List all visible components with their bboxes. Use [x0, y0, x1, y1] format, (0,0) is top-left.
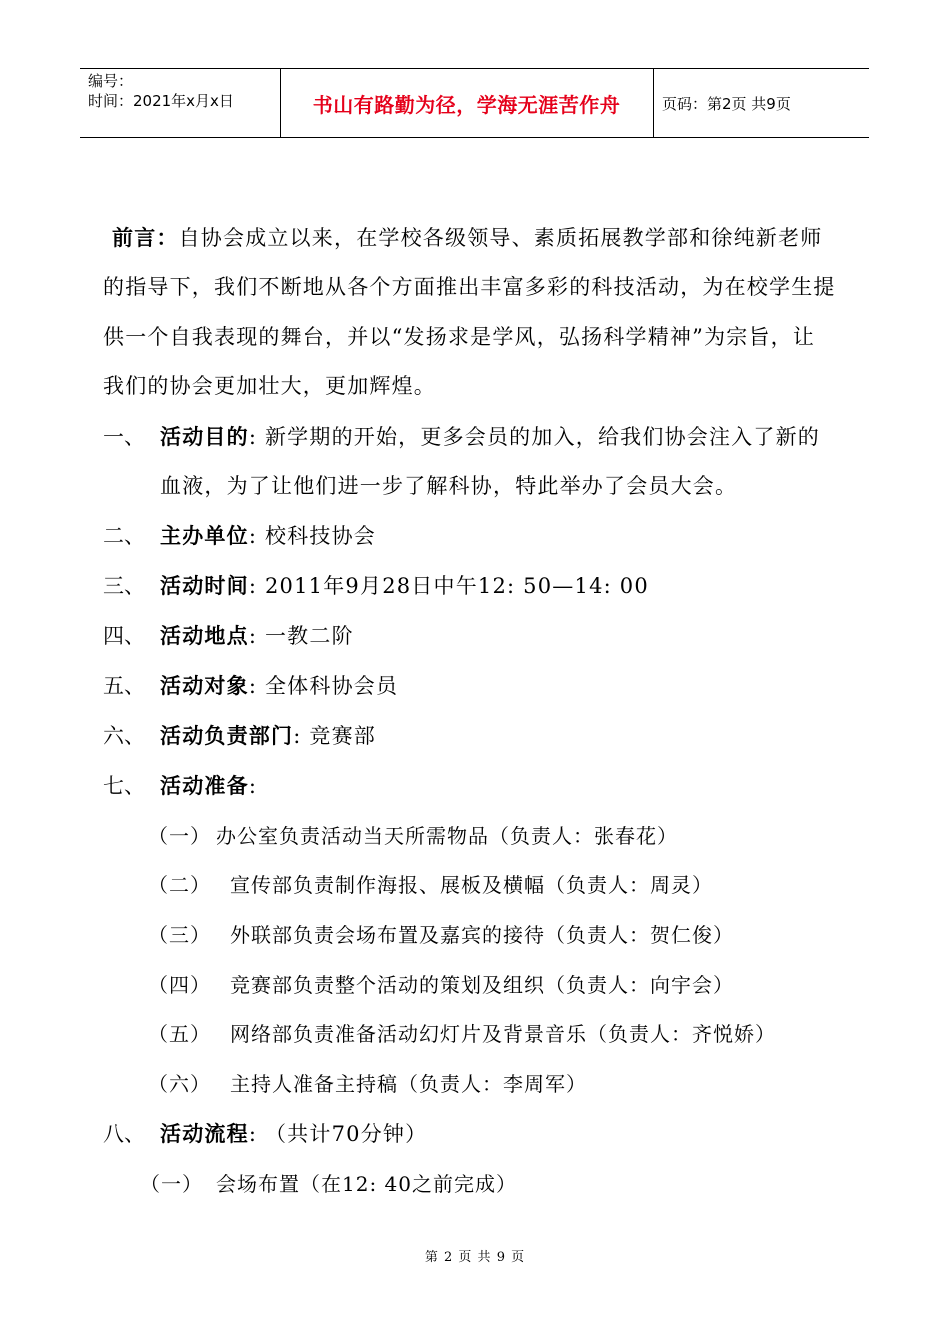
section-time: 活动时间: 2011年9月28日中午12: 50—14: 00: [160, 574, 649, 598]
section-title: 活动时间: [160, 574, 249, 598]
preface-label: 前言：: [112, 226, 179, 250]
section-text: 校科技协会: [264, 524, 376, 548]
header-page-label: 页码：第2页 共9页: [662, 94, 791, 113]
header-meta: [88, 71, 278, 111]
section-text: 2011年9月28日中午12: 50—14: 00: [264, 574, 649, 598]
process-item-text: 会场布置（在12: 40之前完成）: [216, 1172, 517, 1196]
prep-item-text: 宣传部负责制作海报、展板及横幅（负责人：周灵）: [230, 873, 713, 897]
section-title: 活动对象: [160, 674, 249, 698]
section-number: 四、: [103, 624, 145, 648]
prep-item-number: （二）: [148, 873, 211, 897]
section-title: 活动流程: [160, 1122, 249, 1146]
preface-text: 自协会成立以来，在学校各级领导、素质拓展教学部和徐纯新老师: [178, 226, 823, 250]
section-location: 活动地点: 一教二阶: [160, 624, 354, 648]
header-motto: 书山有路勤为径，学海无涯苦作舟: [312, 92, 621, 117]
section-number: 五、: [103, 674, 145, 698]
page-footer: 第 2 页 共 9 页: [424, 1250, 526, 1265]
section-title: 活动目的: [160, 425, 249, 449]
header-divider: [653, 69, 654, 137]
section-title: 活动准备: [160, 774, 249, 798]
header-time-label: 时间：2021年x月x日: [88, 92, 234, 110]
prep-item-number: （四）: [148, 973, 211, 997]
section-text: （共计70分钟）: [264, 1122, 428, 1146]
section-purpose: 活动目的: 新学期的开始，更多会员的加入，给我们协会注入了新的: [160, 425, 820, 449]
section-number: 二、: [103, 524, 145, 548]
section-organizer: 主办单位: 校科技协会: [160, 524, 376, 548]
header-number-label: 编号：: [88, 72, 134, 90]
page-header-table: [80, 68, 869, 138]
preface-line-1: [112, 222, 822, 252]
preface-line-3: 供一个自我表现的舞台，并以“发扬求是学风，弘扬科学精神”为宗旨，让: [103, 325, 816, 349]
section-title: 活动负责部门: [160, 724, 294, 748]
section-number: 八、: [103, 1122, 145, 1146]
section-text: 竞赛部: [309, 724, 376, 748]
prep-item-text: 网络部负责准备活动幻灯片及背景音乐（负责人：齐悦娇）: [230, 1022, 776, 1046]
prep-item-text: 竞赛部负责整个活动的策划及组织（负责人：向宇会）: [230, 973, 734, 997]
prep-item-number: （三）: [148, 923, 211, 947]
section-number: 六、: [103, 724, 145, 748]
prep-item-text: 主持人准备主持稿（负责人：李周军）: [230, 1072, 587, 1096]
section-text: 新学期的开始，更多会员的加入，给我们协会注入了新的: [264, 425, 820, 449]
section-title: 活动地点: [160, 624, 249, 648]
preface-line-2: 的指导下，我们不断地从各个方面推出丰富多彩的科技活动，为在校学生提: [103, 275, 836, 299]
section-number: 七、: [103, 774, 145, 798]
section-department: 活动负责部门: 竞赛部: [160, 724, 376, 748]
section-number: 一、: [103, 425, 145, 449]
section-text: 全体科协会员: [264, 674, 399, 698]
prep-item-number: （五）: [148, 1022, 211, 1046]
section-audience: 活动对象: 全体科协会员: [160, 674, 399, 698]
prep-item-number: （六）: [148, 1072, 211, 1096]
section-text: 一教二阶: [264, 624, 354, 648]
prep-item-text: 外联部负责会场布置及嘉宾的接待（负责人：贺仁俊）: [230, 923, 734, 947]
section-process: 活动流程: （共计70分钟）: [160, 1122, 428, 1146]
section-purpose-cont: 血液，为了让他们进一步了解科协，特此举办了会员大会。: [160, 474, 738, 498]
process-item-number: （一）: [140, 1172, 203, 1196]
prep-item-number: （一）: [148, 824, 211, 848]
section-preparation: 活动准备:: [160, 774, 258, 798]
section-number: 三、: [103, 574, 145, 598]
section-title: 主办单位: [160, 524, 249, 548]
prep-item-text: 办公室负责活动当天所需物品（负责人：张春花）: [216, 824, 678, 848]
preface-line-4: 我们的协会更加壮大，更加辉煌。: [103, 374, 436, 398]
